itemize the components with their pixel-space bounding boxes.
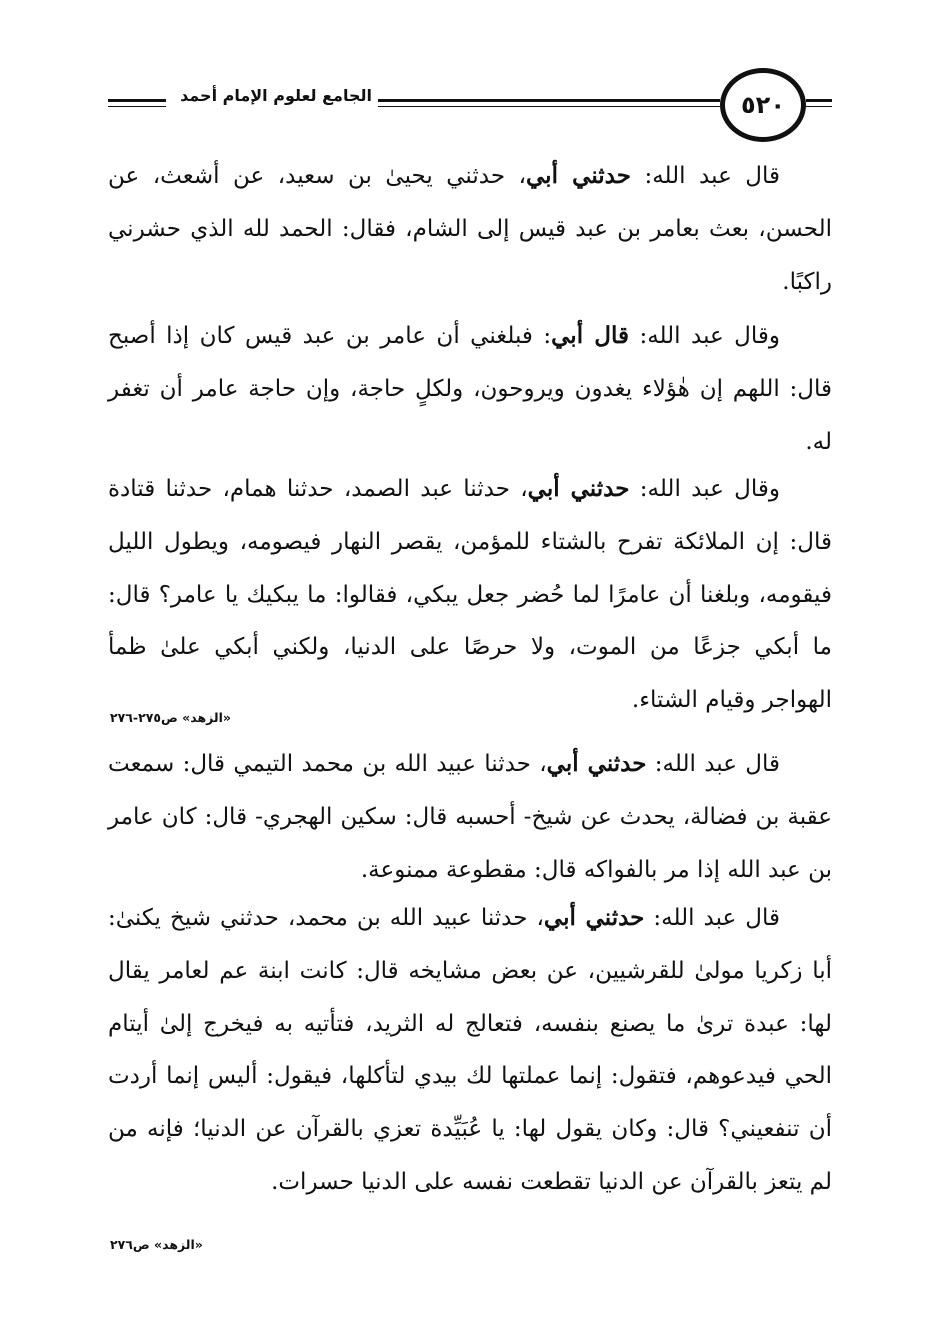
paragraph-2-text: : فبلغني أن عامر بن عبد قيس كان إذا أصبح قال: اللهم إن هٰؤلاء يغدون ويروحون، ولكلٍ حاجة، وإن حاجة عامر أن تغفر له. xyxy=(108,323,832,455)
paragraph-1-narrator: حدثني أبي xyxy=(526,162,631,189)
paragraph-5-text: ، حدثنا عبيد الله بن محمد، حدثني شيخ يكنىٰ: أبا زكريا مولىٰ للقرشيين، عن بعض مشايخه قال: كانت ابنة عم لعامر يقال لها: عبدة ترىٰ ما يصنع بنفسه، فتعالج له الثريد، فتأتيه به فيخرج إلىٰ أيتام الحي فيدعوهم، فتقول: إنما عملتها لك بيدي لتأكلها، فيقول: أليس إنما أردت أن تنفعيني؟ قال: وكان يقول لها: يا عُبَيِّدة تعزي بالقرآن عن الدنيا؛ فإنه من لم يتعز بالقرآن عن الدنيا تقطعت نفسه على الدنيا حسرات. xyxy=(108,905,832,1195)
book-page: الجامع لعلوم الإمام أحمد ٥٢٠ قال عبد الله: حدثني أبي، حدثني يحيىٰ بن سعيد، عن أشعث، عن الحسن، بعث بعامر بن عبد قيس إلى الشام، فقال: الحمد لله الذي حشرني راكبًا. وقال عبد الله: قال أبي: فبلغني أن عامر بن عبد قيس كان إذا أصبح قال: اللهم إن هٰؤلاء يغدون ويروحون، ولكلٍ حاجة، وإن حاجة عامر أن تغفر له. وقال عبد الله: حدثني أبي، حدثنا عبد الصمد، حدثنا همام، حدثنا قتادة قال: إن الملائكة تفرح بالشتاء للمؤمن، يقصر النهار فيصومه، ويطول الليل فيقومه، وبلغنا أن عامرًا لما حُضر جعل يبكي، فقالوا: ما يبكيك يا عامر؟ قال: ما أبكي جزعًا من الموت، ولا حرصًا على الدنيا، ولكني أبكي علىٰ ظمأ الهواجر وقيام الشتاء. «الزهد» ص٢٧٥-٢٧٦ قال عبد الله: حدثني أبي، حدثنا عبيد الله بن محمد التيمي قال: سمعت عقبة بن فضالة، يحدث عن شيخ- أحسبه قال: سكين الهجري- قال: كان عامر بن عبد الله إذا مر بالفواكه قال: مقطوعة ممنوعة. قال عبد الله: حدثني أبي، حدثنا عبيد الله بن محمد، حدثني شيخ يكنىٰ: أبا زكريا مولىٰ للقرشيين، عن بعض مشايخه قال: كانت ابنة عم لعامر يقال لها: عبدة ترىٰ ما يصنع بنفسه، فتعالج له الثريد، فتأتيه به فيخرج إلىٰ أيتام الحي فيدعوهم، فتقول: إنما عملتها لك بيدي لتأكلها، فيقول: أليس إنما أردت أن تنفعيني؟ قال: وكان يقول لها: يا عُبَيِّدة تعزي بالقرآن عن الدنيا؛ فإنه من لم يتعز بالقرآن عن الدنيا تقطعت نفسه على الدنيا حسرات. «الزهد» ص٢٧٦ xyxy=(0,0,931,1339)
header-rule-left-top xyxy=(108,99,166,102)
paragraph-4-narrator: حدثني أبي xyxy=(546,750,647,777)
paragraph-1-text: ، حدثني يحيىٰ بن سعيد، عن أشعث، عن الحسن، بعث بعامر بن عبد قيس إلى الشام، فقال: الحمد لله الذي حشرني راكبًا. xyxy=(108,163,832,295)
paragraph-5-intro: قال عبد الله: xyxy=(644,905,780,931)
paragraph-4-intro: قال عبد الله: xyxy=(646,751,780,777)
paragraph-1-intro: قال عبد الله: xyxy=(630,163,780,189)
paragraph-2-intro: وقال عبد الله: xyxy=(628,323,781,349)
header-rule-right-bottom xyxy=(806,106,832,107)
header-rule-right-top xyxy=(806,99,832,102)
paragraph-5 xyxy=(108,892,832,1209)
header-rule-mid-top xyxy=(378,99,720,102)
paragraph-4 xyxy=(108,738,832,896)
paragraph-4-text: ، حدثنا عبيد الله بن محمد التيمي قال: سمعت عقبة بن فضالة، يحدث عن شيخ- أحسبه قال: سكين الهجري- قال: كان عامر بن عبد الله إذا مر بالفواكه قال: مقطوعة ممنوعة. xyxy=(108,751,832,883)
page-number: ٥٢٠ xyxy=(741,91,785,119)
header-rule-mid-bottom xyxy=(378,106,720,107)
paragraph-3-intro: وقال عبد الله: xyxy=(629,476,780,502)
source-citation-2: «الزهد» ص٢٧٦ xyxy=(110,1237,203,1252)
paragraph-3-text: ، حدثنا عبد الصمد، حدثنا همام، حدثنا قتادة قال: إن الملائكة تفرح بالشتاء للمؤمن، يقصر النهار فيصومه، ويطول الليل فيقومه، وبلغنا أن عامرًا لما حُضر جعل يبكي، فقالوا: ما يبكيك يا عامر؟ قال: ما أبكي جزعًا من الموت، ولا حرصًا على الدنيا، ولكني أبكي علىٰ ظمأ الهواجر وقيام الشتاء. xyxy=(108,476,832,714)
paragraph-2 xyxy=(108,310,832,468)
header-rule-left-bottom xyxy=(108,106,166,107)
paragraph-1 xyxy=(108,150,832,308)
page-number-badge xyxy=(720,68,806,142)
paragraph-5-narrator: حدثني أبي xyxy=(543,904,645,931)
source-citation-1: «الزهد» ص٢٧٥-٢٧٦ xyxy=(110,710,231,725)
paragraph-3 xyxy=(108,463,832,727)
paragraph-2-narrator: قال أبي xyxy=(551,322,629,349)
paragraph-3-narrator: حدثني أبي xyxy=(527,475,630,502)
